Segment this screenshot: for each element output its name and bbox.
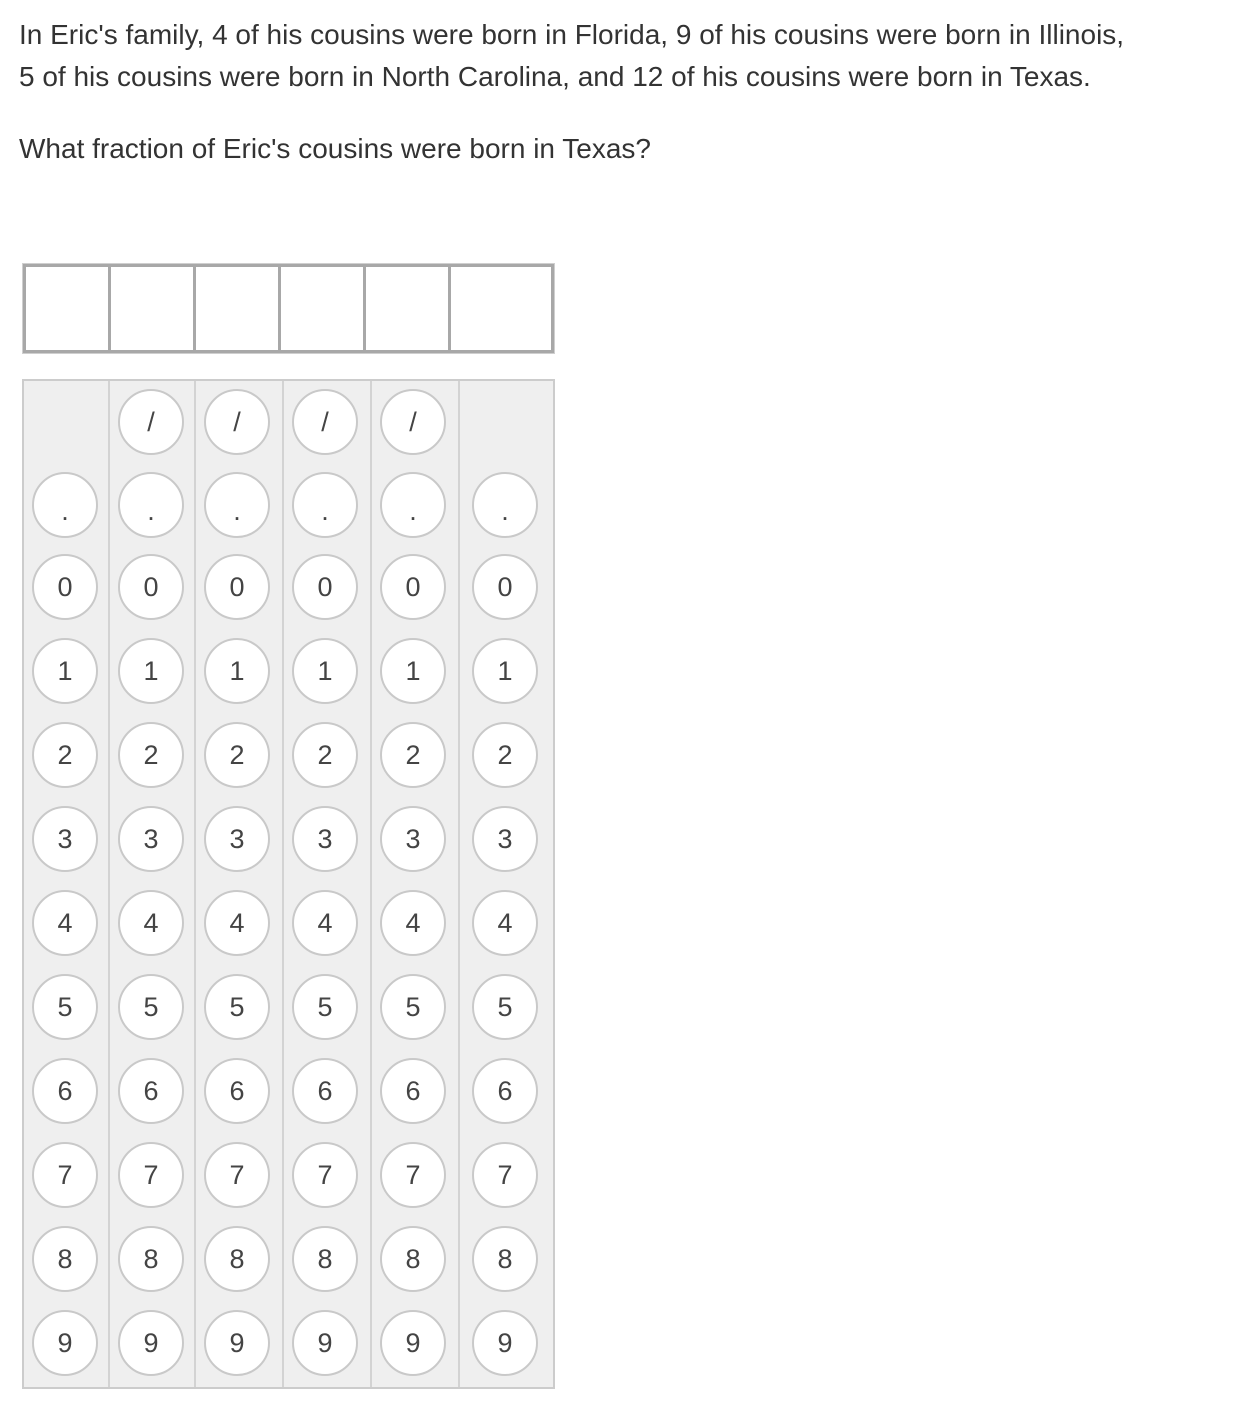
answer-entry-row [22,263,555,354]
bubble-col2-digit-2[interactable] [118,722,184,788]
bubble-col6-digit-4[interactable] [472,890,538,956]
bubble-col1-digit-5-label: 5 [57,991,73,1022]
bubble-col1-digit-7-label: 7 [57,1159,73,1190]
bubble-col2-digit-3[interactable] [118,806,184,872]
bubble-col3-digit-2[interactable] [204,722,270,788]
bubble-col2-digit-6-label: 6 [143,1075,159,1106]
bubble-col1-digit-6-label: 6 [57,1075,73,1106]
bubble-col1-digit-1[interactable] [32,638,98,704]
bubble-col5-digit-3[interactable] [380,806,446,872]
bubble-col5-digit-1-label: 1 [405,655,421,686]
bubble-col6-digit-9[interactable] [472,1310,538,1376]
bubble-col3-digit-2-label: 2 [229,739,245,770]
bubble-col3-digit-3-label: 3 [229,823,245,854]
bubble-col3-digit-6[interactable] [204,1058,270,1124]
answer-entry-box-2[interactable] [108,264,196,353]
answer-bubble-grid [22,379,555,1389]
bubble-col1-digit-2-label: 2 [57,739,73,770]
bubble-col5-slash-label: / [409,406,417,437]
bubble-col4-digit-6[interactable] [292,1058,358,1124]
bubble-col5-digit-7-label: 7 [405,1159,421,1190]
bubble-col4-digit-2[interactable] [292,722,358,788]
bubble-col6-digit-1-label: 1 [497,655,513,686]
bubble-col3-slash[interactable] [204,389,270,455]
bubble-col6-digit-5-label: 5 [497,991,513,1022]
question-paragraph [19,14,1249,98]
bubble-col6-digit-0-label: 0 [497,571,513,602]
bubble-col4-digit-8-label: 8 [317,1243,333,1274]
bubble-col4-digit-1-label: 1 [317,655,333,686]
question-prompt: What fraction of Eric's cousins were born in Texas? [19,133,651,164]
bubble-col6-digit-7-label: 7 [497,1159,513,1190]
column-divider [108,381,110,1387]
bubble-col2-digit-8-label: 8 [143,1243,159,1274]
bubble-col6-digit-7[interactable] [472,1142,538,1208]
bubble-col1-digit-4[interactable] [32,890,98,956]
bubble-col6-digit-6[interactable] [472,1058,538,1124]
bubble-col2-digit-4-label: 4 [143,907,159,938]
bubble-col4-digit-3-label: 3 [317,823,333,854]
bubble-col6-digit-1[interactable] [472,638,538,704]
bubble-col2-digit-3-label: 3 [143,823,159,854]
bubble-col2-digit-7[interactable] [118,1142,184,1208]
bubble-col3-decimal-label: . [233,495,241,526]
bubble-col1-digit-0-label: 0 [57,571,73,602]
bubble-col4-digit-4[interactable] [292,890,358,956]
bubble-col6-digit-4-label: 4 [497,907,513,938]
bubble-col1-digit-7[interactable] [32,1142,98,1208]
bubble-col2-digit-1[interactable] [118,638,184,704]
bubble-col6-digit-2-label: 2 [497,739,513,770]
bubble-col6-digit-9-label: 9 [497,1327,513,1358]
bubble-col1-digit-2[interactable] [32,722,98,788]
bubble-col2-digit-2-label: 2 [143,739,159,770]
bubble-col4-digit-4-label: 4 [317,907,333,938]
bubble-col3-digit-4-label: 4 [229,907,245,938]
bubble-col3-digit-0-label: 0 [229,571,245,602]
bubble-col5-decimal[interactable] [380,472,446,538]
bubble-col5-digit-4-label: 4 [405,907,421,938]
bubble-col4-digit-9-label: 9 [317,1327,333,1358]
question-text [19,14,1249,170]
bubble-col1-digit-4-label: 4 [57,907,73,938]
bubble-col5-digit-8[interactable] [380,1226,446,1292]
bubble-col2-digit-6[interactable] [118,1058,184,1124]
bubble-col1-digit-8[interactable] [32,1226,98,1292]
bubble-col4-digit-7-label: 7 [317,1159,333,1190]
bubble-col3-digit-8-label: 8 [229,1243,245,1274]
bubble-col4-slash[interactable] [292,389,358,455]
bubble-col3-digit-5-label: 5 [229,991,245,1022]
answer-entry-box-3[interactable] [193,264,281,353]
bubble-col6-digit-6-label: 6 [497,1075,513,1106]
answer-entry-box-1[interactable] [23,264,111,353]
bubble-col5-digit-4[interactable] [380,890,446,956]
bubble-col1-decimal-label: . [61,495,69,526]
bubble-col2-digit-9[interactable] [118,1310,184,1376]
bubble-col2-digit-4[interactable] [118,890,184,956]
answer-entry-box-5[interactable] [363,264,451,353]
bubble-col2-slash[interactable] [118,389,184,455]
column-divider [194,381,196,1387]
bubble-col3-slash-label: / [233,406,241,437]
bubble-col5-digit-0-label: 0 [405,571,421,602]
bubble-col2-decimal-label: . [147,495,155,526]
bubble-col3-digit-7[interactable] [204,1142,270,1208]
bubble-col6-digit-3[interactable] [472,806,538,872]
bubble-col1-digit-9[interactable] [32,1310,98,1376]
bubble-col5-digit-7[interactable] [380,1142,446,1208]
answer-entry-box-6[interactable] [448,264,554,353]
bubble-col4-digit-5-label: 5 [317,991,333,1022]
bubble-col3-digit-0[interactable] [204,554,270,620]
bubble-col6-decimal-label: . [501,495,509,526]
bubble-col4-digit-9[interactable] [292,1310,358,1376]
bubble-col6-digit-2[interactable] [472,722,538,788]
bubble-col5-digit-3-label: 3 [405,823,421,854]
bubble-col2-slash-label: / [147,406,155,437]
bubble-col3-digit-4[interactable] [204,890,270,956]
bubble-col1-digit-1-label: 1 [57,655,73,686]
bubble-col2-digit-0-label: 0 [143,571,159,602]
bubble-col2-digit-9-label: 9 [143,1327,159,1358]
bubble-col1-decimal[interactable] [32,472,98,538]
bubble-col5-digit-0[interactable] [380,554,446,620]
bubble-col3-decimal[interactable] [204,472,270,538]
bubble-col4-digit-5[interactable] [292,974,358,1040]
bubble-col4-digit-8[interactable] [292,1226,358,1292]
bubble-col2-digit-0[interactable] [118,554,184,620]
bubble-col3-digit-1[interactable] [204,638,270,704]
bubble-col5-decimal-label: . [409,495,417,526]
bubble-col6-digit-3-label: 3 [497,823,513,854]
bubble-col5-digit-9[interactable] [380,1310,446,1376]
bubble-col4-digit-7[interactable] [292,1142,358,1208]
bubble-col5-digit-5-label: 5 [405,991,421,1022]
bubble-col3-digit-7-label: 7 [229,1159,245,1190]
bubble-col4-digit-0[interactable] [292,554,358,620]
bubble-col3-digit-3[interactable] [204,806,270,872]
bubble-col1-digit-3[interactable] [32,806,98,872]
bubble-col4-digit-0-label: 0 [317,571,333,602]
bubble-col3-digit-1-label: 1 [229,655,245,686]
bubble-col2-digit-7-label: 7 [143,1159,159,1190]
bubble-col2-digit-5[interactable] [118,974,184,1040]
bubble-col2-digit-5-label: 5 [143,991,159,1022]
bubble-col3-digit-9-label: 9 [229,1327,245,1358]
question-line-1: In Eric's family, 4 of his cousins were born in Florida, 9 of his cousins were born in Illinois, [19,19,1125,50]
bubble-col2-digit-1-label: 1 [143,655,159,686]
answer-entry-box-4[interactable] [278,264,366,353]
bubble-col3-digit-6-label: 6 [229,1075,245,1106]
bubble-col1-digit-8-label: 8 [57,1243,73,1274]
bubble-col5-slash[interactable] [380,389,446,455]
column-divider [370,381,372,1387]
bubble-col2-digit-8[interactable] [118,1226,184,1292]
bubble-col4-digit-2-label: 2 [317,739,333,770]
bubble-col6-digit-5[interactable] [472,974,538,1040]
question-line-2: 5 of his cousins were born in North Carolina, and 12 of his cousins were born in Texas. [19,61,1091,92]
bubble-col3-digit-8[interactable] [204,1226,270,1292]
bubble-col5-digit-8-label: 8 [405,1243,421,1274]
bubble-col6-decimal[interactable] [472,472,538,538]
bubble-col5-digit-6[interactable] [380,1058,446,1124]
bubble-col4-digit-3[interactable] [292,806,358,872]
bubble-col1-digit-9-label: 9 [57,1327,73,1358]
bubble-col5-digit-9-label: 9 [405,1327,421,1358]
bubble-col1-digit-0[interactable] [32,554,98,620]
bubble-col5-digit-6-label: 6 [405,1075,421,1106]
bubble-col5-digit-1[interactable] [380,638,446,704]
column-divider [458,381,460,1387]
bubble-col6-digit-8[interactable] [472,1226,538,1292]
bubble-col5-digit-2[interactable] [380,722,446,788]
bubble-col2-decimal[interactable] [118,472,184,538]
bubble-col1-digit-6[interactable] [32,1058,98,1124]
bubble-col5-digit-2-label: 2 [405,739,421,770]
bubble-col5-digit-5[interactable] [380,974,446,1040]
bubble-col4-slash-label: / [321,406,329,437]
bubble-col3-digit-5[interactable] [204,974,270,1040]
bubble-col6-digit-0[interactable] [472,554,538,620]
bubble-col4-decimal[interactable] [292,472,358,538]
bubble-col4-digit-6-label: 6 [317,1075,333,1106]
bubble-col4-decimal-label: . [321,495,329,526]
bubble-col1-digit-3-label: 3 [57,823,73,854]
bubble-col3-digit-9[interactable] [204,1310,270,1376]
bubble-col1-digit-5[interactable] [32,974,98,1040]
bubble-col4-digit-1[interactable] [292,638,358,704]
column-divider [282,381,284,1387]
bubble-col6-digit-8-label: 8 [497,1243,513,1274]
